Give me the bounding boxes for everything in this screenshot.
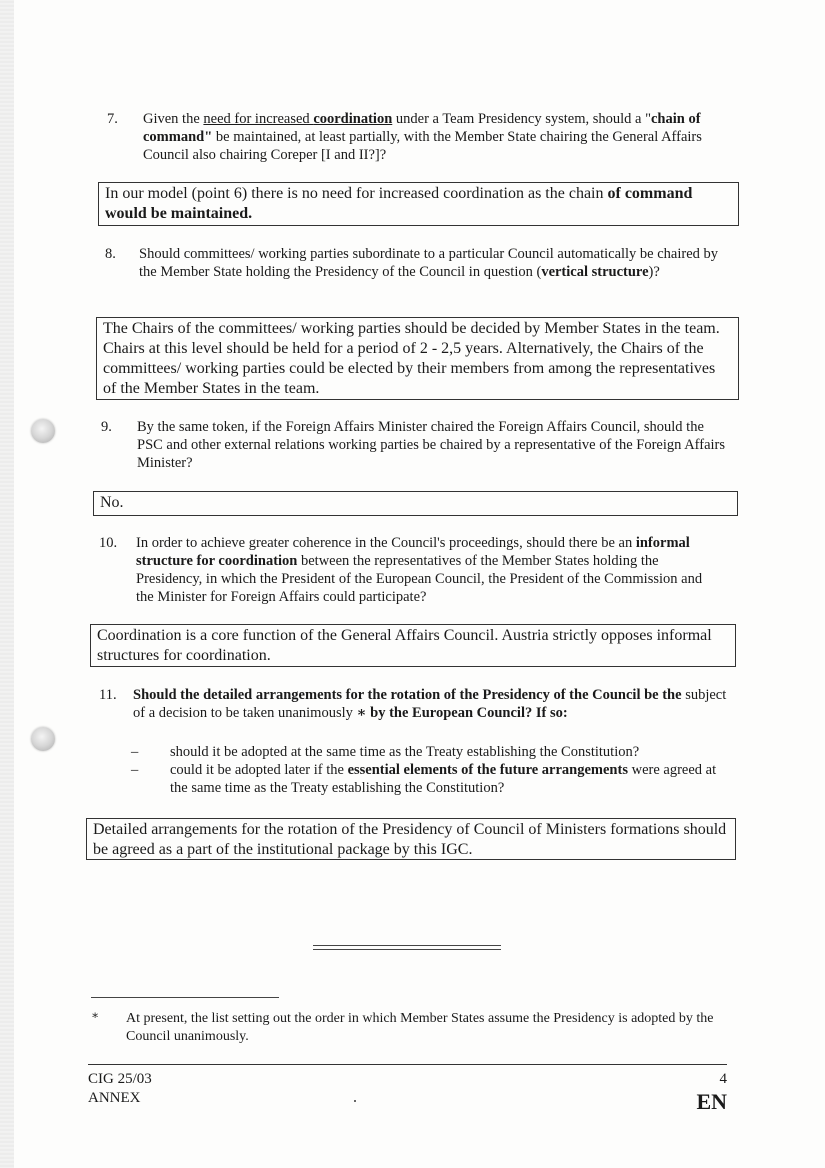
question-text: In order to achieve greater coherence in the Council's proceedings, should there be an informal structure for coordination between the representatives of the Member States holding the Presidency, in which the President of the European Council, the President of the Commission and the Minister for Foreign Affairs could participate? [136,535,703,605]
list-item [131,743,721,761]
question-9 [101,418,733,474]
language-code: EN [696,1089,727,1114]
scan-speck [354,1100,356,1102]
question-text: Given the need for increased coordination under a Team Presidency system, should a "chain of command" be maintained, at least partially, with the Member State chairing the General Affairs Council also chairing Coreper [I and II?]? [143,111,702,163]
footnote-marker: ∗ [91,1008,100,1022]
punch-hole-upper [31,419,55,443]
list-item [131,761,721,797]
footer-left [88,1070,152,1108]
list-item-text: should it be adopted at the same time as the Treaty establishing the Constitution? [170,744,640,760]
question-text: Should committees/ working parties subordinate to a particular Council automatically be chaired by the Member State holding the Presidency of the Council in question (vertical structure)? [139,246,719,280]
dash-bullet: – [131,762,139,778]
answer-box-9: No. [93,491,738,516]
footnote-text: At present, the list setting out the order in which Member States assume the Presidency is adopted by the Council unanimously. [126,1011,714,1044]
annex-label: ANNEX [88,1090,141,1106]
question-number: 10. [99,535,118,551]
dash-bullet: – [131,744,139,760]
answer-box-7: In our model (point 6) there is no need for increased coordination as the chain of command would be maintained. [98,182,739,226]
punch-hole-lower [31,727,55,751]
document-reference: CIG 25/03 [88,1071,152,1087]
list-item-text: could it be adopted later if the essential elements of the future arrangements were agreed at the same time as the Treaty establishing the Constitution? [170,762,717,796]
question-7 [107,110,732,166]
question-text: By the same token, if the Foreign Affairs Minister chaired the Foreign Affairs Council, should the PSC and other external relations working parties be chaired by a representative of the Foreign Affairs Minister? [137,419,726,471]
footer-right [696,1070,727,1115]
question-11-sublist [131,743,721,797]
end-of-section-rule [313,945,501,950]
scan-edge-shading [0,0,14,1168]
answer-box-10: Coordination is a core function of the General Affairs Council. Austria strictly opposes informal structures for coordination. [90,624,736,667]
question-text: Should the detailed arrangements for the rotation of the Presidency of the Council be the subject of a decision to be taken unanimously ∗ by the European Council? If so: [133,687,727,721]
question-10 [99,534,721,608]
question-8 [105,245,732,301]
answer-box-11: Detailed arrangements for the rotation of the Presidency of Council of Ministers formations should be agreed as a part of the institutional package by this IGC. [86,818,736,860]
page-number: 4 [719,1071,727,1087]
answer-box-8: The Chairs of the committees/ working parties should be decided by Member States in the team. Chairs at this level should be held for a period of 2 - 2,5 years. Alternatively, the Chairs of the committees/ working parties could be elected by their members from among the representatives of the Member States in the team. [96,317,739,400]
question-number: 7. [107,111,118,127]
question-11 [99,686,729,726]
footer-rule [88,1064,727,1065]
question-number: 9. [101,419,112,435]
question-number: 11. [99,687,117,703]
question-number: 8. [105,246,116,262]
footnote-separator [91,997,279,998]
